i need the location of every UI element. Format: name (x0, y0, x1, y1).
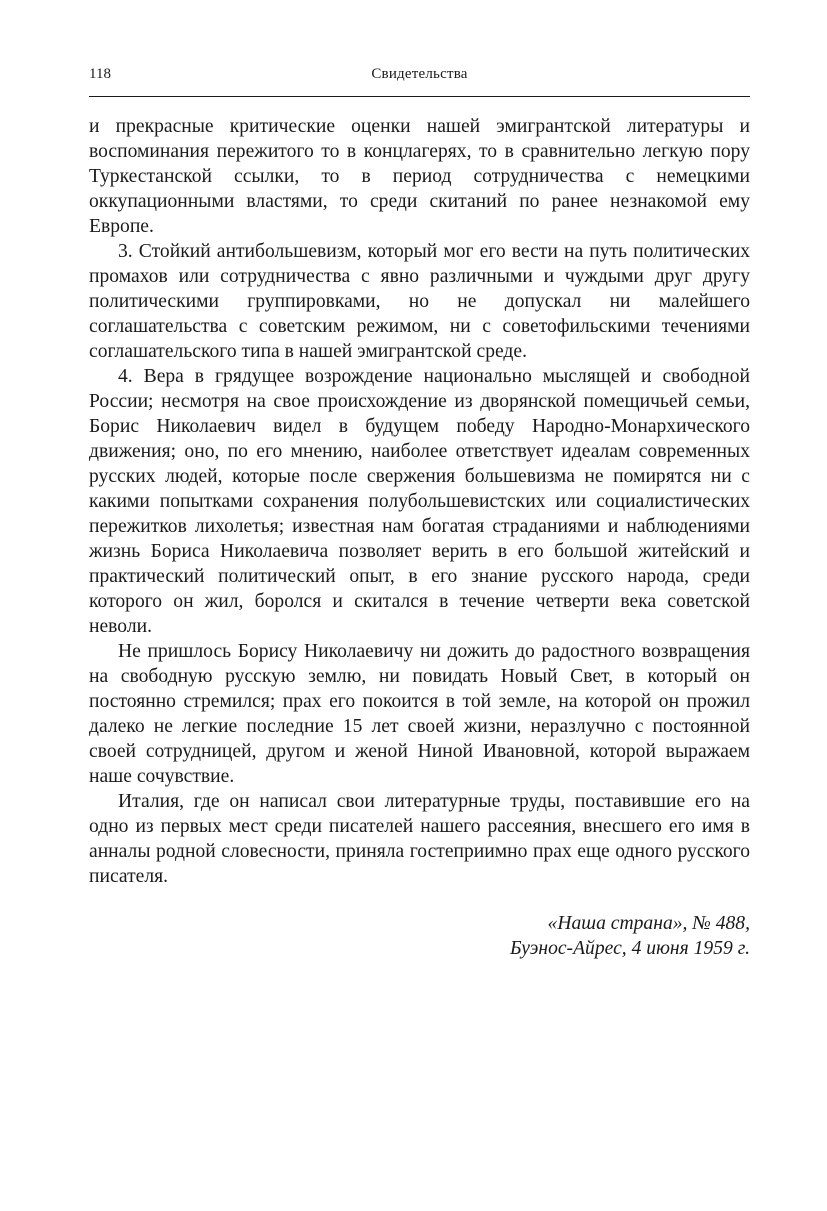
source-citation (89, 911, 750, 961)
running-head (89, 62, 750, 86)
source-line-place-date: Буэнос-Айрес, 4 июня 1959 г. (509, 938, 750, 959)
page-number: 118 (89, 66, 111, 82)
body-text (89, 114, 750, 889)
paragraph: Не пришлось Борису Николаевичу ни дожить до радостного возвращения на свободную русскую землю, ни повидать Новый Свет, в который он постоянно стремился; прах его покоится в той земле, на которой он прожил далеко не легкие последние 15 лет своей жизни, неразлучно с постоянной своей сотрудницей, другом и женой Ниной Ивановной, которой выражаем наше сочувствие. (89, 641, 750, 787)
paragraph: Италия, где он написал свои литературные труды, поставившие его на одно из первых мест среди писателей нашего рассеяния, внесшего его имя в анналы родной словесности, приняла гостеприимно прах еще одного русского писателя. (89, 791, 750, 887)
header-rule (89, 96, 750, 97)
running-title: Свидетельства (371, 66, 468, 82)
source-line-publication: «Наша страна», № 488, (547, 913, 750, 934)
paragraph: и прекрасные критические оценки нашей эмигрантской литературы и воспоминания пережитого то в концлагерях, то в сравнительно легкую пору Туркестанской ссылки, то в период сотрудничества с немецкими оккупационными властями, то среди скитаний по ранее незнакомой ему Европе. (89, 116, 750, 237)
paragraph: 4. Вера в грядущее возрождение национально мыслящей и свободной России; несмотря на свое происхождение из дворянской помещичьей семьи, Борис Николаевич видел в будущем победу Народно-Монархического движения; оно, по его мнению, наиболее ответствует идеалам современных русских людей, которые после свержения большевизма не помирятся ни с какими попытками сохранения полубольшевистских или социалистических пережитков лихолетья; известная нам богатая страданиями и наблюдениями жизнь Бориса Николаевича позволяет верить в его большой житейский и практический политический опыт, в его знание русского народа, среди которого он жил, боролся и скитался в течение четверти века советской неволи. (89, 366, 750, 637)
paragraph: 3. Стойкий антибольшевизм, который мог его вести на путь политических промахов или сотрудничества с явно различными и чуждыми друг другу политическими группировками, но не допускал ни малейшего соглашательства с советским режимом, ни с советофильскими течениями соглашательского типа в нашей эмигрантской среде. (89, 241, 750, 362)
